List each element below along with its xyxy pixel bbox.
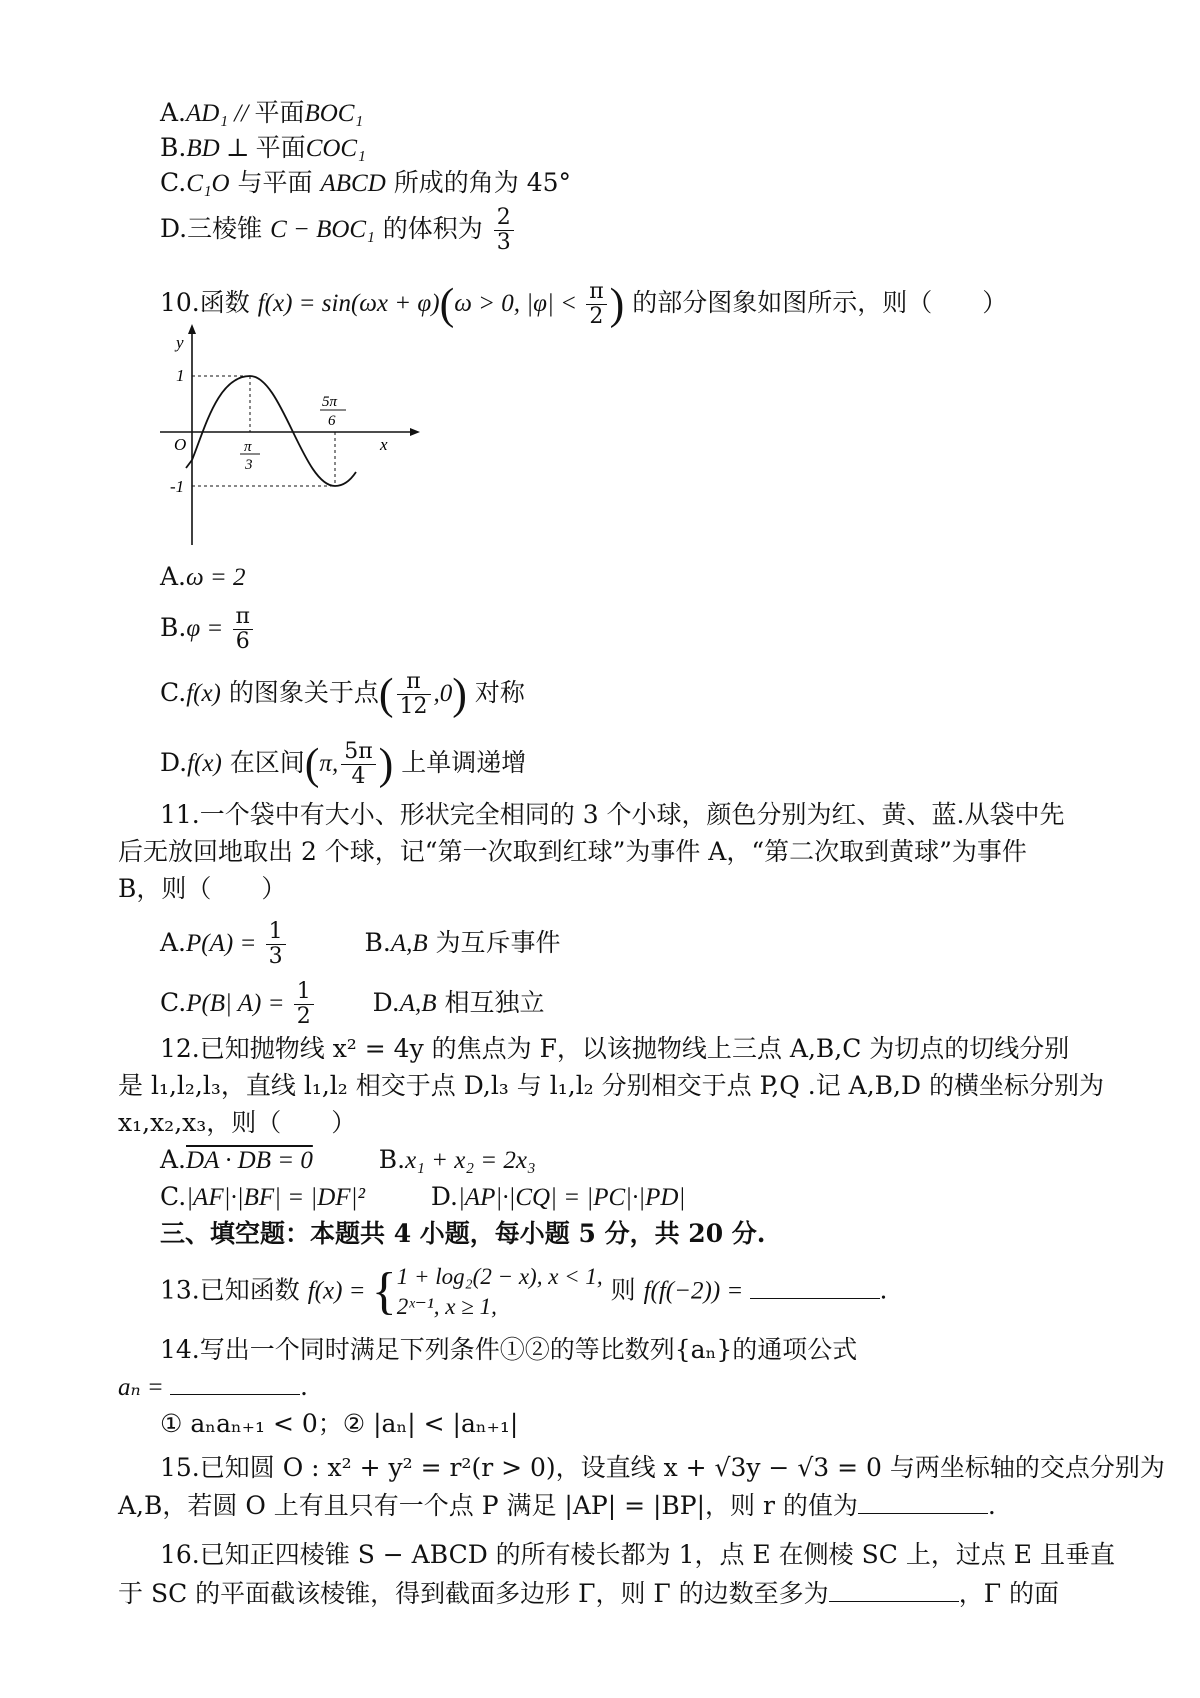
- math-expr: π,: [319, 750, 339, 777]
- x-axis-arrow: [410, 428, 420, 436]
- paren-left: (: [439, 279, 455, 329]
- numerator: π: [586, 280, 606, 305]
- math-expr: f(x) = sin(ωx + φ): [257, 290, 440, 317]
- option-letter: B.: [378, 1145, 406, 1174]
- q11-line-3: B，则（ ）: [118, 874, 287, 903]
- numerator: π: [397, 670, 431, 695]
- math-expr: ω = 2: [186, 564, 246, 591]
- denominator: 12: [399, 694, 428, 719]
- math-expr: |AP|·|CQ| = |PC|·|PD|: [457, 1184, 686, 1211]
- math-expr: ω > 0, |φ| <: [454, 290, 584, 317]
- option-letter: C.: [160, 678, 187, 707]
- math-expr: |AF|·|BF| = |DF|²: [186, 1184, 365, 1211]
- x-tick-label: π: [244, 439, 252, 455]
- fraction: [266, 920, 286, 969]
- fraction: [233, 605, 253, 654]
- answer-blank[interactable]: [858, 1489, 988, 1514]
- sine-graph: [160, 333, 460, 550]
- option-letter: D.: [430, 1182, 458, 1211]
- period: .: [987, 1491, 996, 1520]
- numerator: 5π: [341, 740, 375, 765]
- fraction: [341, 740, 375, 789]
- sine-curve: [186, 460, 192, 468]
- period: .: [300, 1372, 308, 1401]
- x-tick-label: 6: [328, 413, 336, 429]
- q12-options-cd: [160, 1180, 685, 1215]
- q16-line-1: 16.已知正四棱锥 S − ABCD 的所有棱长都为 1，点 E 在侧棱 SC 上，过点 E 且垂直: [160, 1540, 1115, 1569]
- math-expr: f(x) =: [307, 1277, 372, 1305]
- option-letter: A.: [160, 562, 187, 591]
- q10-option-b: [160, 605, 256, 654]
- fraction: [294, 980, 314, 1029]
- denominator: 4: [351, 764, 366, 789]
- option-letter: D.: [372, 988, 400, 1017]
- q12-line-1: 12.已知抛物线 x² = 4y 的焦点为 F，以该抛物线上三点 A,B,C 为切点的切线分别: [160, 1034, 1070, 1063]
- paren-left: (: [304, 739, 320, 789]
- option-text: 相互独立: [436, 988, 545, 1017]
- math-expr: φ =: [186, 615, 230, 642]
- math-expr: ABCD: [320, 170, 386, 197]
- math-expr: P(A) =: [186, 930, 263, 957]
- y-tick-label: 1: [176, 366, 185, 385]
- math-expr: aₙ =: [118, 1374, 171, 1401]
- option-letter: C.: [160, 988, 187, 1017]
- question-text: 13.已知函数: [160, 1275, 308, 1305]
- case-line: 1 + log₂(2 − x), x < 1,: [396, 1264, 603, 1289]
- q9-option-c: [160, 166, 571, 201]
- case-line: 2ˣ⁻¹, x ≥ 1,: [396, 1294, 497, 1319]
- option-letter: C.: [160, 1182, 187, 1211]
- math-expr: BD ⊥: [186, 135, 256, 162]
- numerator: 1: [266, 920, 286, 945]
- q10-option-d: [160, 740, 526, 789]
- q10-option-c: [160, 670, 525, 719]
- math-expr: C₁O: [186, 170, 230, 197]
- q13-stem: [160, 1262, 887, 1322]
- math-expr: A,B: [399, 990, 437, 1017]
- question-text: 则: [602, 1275, 644, 1305]
- math-expr: BOC₁: [304, 100, 364, 127]
- piecewise-cases: [397, 1262, 603, 1322]
- math-expr: f(f(−2)) =: [643, 1277, 750, 1305]
- q14-line-1: 14.写出一个同时满足下列条件①②的等比数列{aₙ}的通项公式: [160, 1335, 858, 1364]
- math-expr: f(x): [187, 750, 222, 777]
- math-expr: P(B| A) =: [186, 990, 291, 1017]
- question-text: 10.函数: [160, 288, 258, 317]
- q14-conditions: ① aₙaₙ₊₁ < 0；② |aₙ| < |aₙ₊₁|: [160, 1409, 519, 1438]
- q16-line-2: [118, 1577, 1059, 1611]
- q10-stem: [160, 280, 1007, 329]
- option-text: 上单调递增: [393, 748, 527, 777]
- math-expr: C − BOC₁: [270, 216, 375, 243]
- option-letter: D.: [160, 748, 188, 777]
- q14-line-2: [118, 1370, 308, 1405]
- option-text: 三棱锥: [187, 214, 271, 243]
- q12-options-ab: [160, 1143, 536, 1178]
- math-expr: AD₁ //: [186, 100, 255, 127]
- question-text: ，Γ 的面: [958, 1579, 1059, 1608]
- option-text: 与平面: [229, 168, 321, 197]
- question-text: 于 SC 的平面截该棱锥，得到截面多边形 Γ，则 Γ 的边数至多为: [118, 1579, 829, 1608]
- numerator: π: [233, 605, 253, 630]
- numerator: 2: [494, 206, 514, 231]
- math-expr: x₁ + x₂ = 2x₃: [405, 1147, 536, 1174]
- answer-blank[interactable]: [750, 1274, 880, 1299]
- q9-option-b: [160, 131, 366, 166]
- question-text: A,B，若圆 O 上有且只有一个点 P 满足 |AP| = |BP|，则 r 的值为: [118, 1491, 858, 1520]
- option-letter: B.: [364, 928, 391, 957]
- y-axis-label: y: [176, 333, 184, 352]
- option-letter: B.: [160, 133, 187, 162]
- paren-right: ): [609, 279, 625, 329]
- numerator: 1: [294, 980, 314, 1005]
- answer-blank[interactable]: [829, 1577, 959, 1602]
- math-expr: COC₁: [305, 135, 366, 162]
- q11-line-1: 11.一个袋中有大小、形状完全相同的 3 个小球，颜色分别为红、黄、蓝.从袋中先: [160, 800, 1065, 829]
- origin-label: O: [174, 435, 187, 454]
- option-text: 的体积为: [374, 214, 491, 243]
- paren-left: (: [378, 669, 394, 719]
- q10-option-a: [160, 560, 246, 595]
- denominator: 2: [589, 304, 604, 329]
- q9-option-a: [160, 96, 363, 131]
- answer-blank[interactable]: [170, 1370, 300, 1395]
- q15-line-2: [118, 1489, 996, 1523]
- math-expr: f(x): [186, 680, 221, 707]
- denominator: 2: [296, 1004, 311, 1029]
- fraction: [494, 206, 514, 255]
- y-tick-label: -1: [170, 477, 185, 496]
- fraction: [397, 670, 431, 719]
- option-letter: A.: [160, 98, 187, 127]
- q12-line-2: 是 l₁,l₂,l₃，直线 l₁,l₂ 相交于点 D,l₃ 与 l₁,l₂ 分别相交于点 P,Q .记 A,B,D 的横坐标分别为: [118, 1071, 1104, 1100]
- question-text: 的部分图象如图所示，则（ ）: [624, 288, 1008, 317]
- math-expr: A,B: [390, 930, 428, 957]
- section-heading: 三、填空题：本题共 4 小题，每小题 5 分，共 20 分.: [160, 1219, 766, 1248]
- option-text: 平面: [255, 133, 306, 162]
- q11-options-cd: [160, 980, 544, 1029]
- option-text: 的图象关于点: [220, 678, 379, 707]
- option-letter: D.: [160, 214, 188, 243]
- option-text: 所成的角为 45°: [385, 168, 572, 197]
- q11-line-2: 后无放回地取出 2 个球，记“第一次取到红球”为事件 A，“第二次取到黄球”为事件: [118, 837, 1027, 866]
- option-letter: A.: [160, 928, 187, 957]
- sine-curve: [192, 376, 356, 486]
- option-text: 对称: [466, 678, 525, 707]
- q15-line-1: 15.已知圆 O : x² + y² = r²(r > 0)，设直线 x + √3y − √3 = 0 与两坐标轴的交点分别为: [160, 1453, 1165, 1482]
- math-expr: ,0: [433, 680, 453, 707]
- math-expr: DA · DB = 0: [186, 1147, 313, 1174]
- x-axis-label: x: [380, 435, 388, 454]
- option-letter: A.: [160, 1145, 187, 1174]
- brace-left: {: [371, 1263, 397, 1320]
- fraction: [586, 280, 606, 329]
- period: .: [879, 1275, 888, 1305]
- option-text: 平面: [254, 98, 305, 127]
- denominator: 3: [268, 944, 283, 969]
- paren-right: ): [452, 669, 467, 719]
- paren-right: ): [378, 739, 394, 789]
- q12-line-3: x₁,x₂,x₃，则（ ）: [118, 1108, 357, 1137]
- option-text: 在区间: [221, 748, 305, 777]
- option-letter: C.: [160, 168, 187, 197]
- q9-option-d: [160, 206, 517, 255]
- x-tick-label: 5π: [322, 394, 338, 410]
- x-tick-label: 3: [245, 457, 253, 473]
- denominator: 6: [235, 629, 250, 654]
- option-letter: B.: [160, 613, 187, 642]
- option-text: 为互斥事件: [427, 928, 561, 957]
- denominator: 3: [496, 230, 511, 255]
- q11-options-ab: [160, 920, 561, 969]
